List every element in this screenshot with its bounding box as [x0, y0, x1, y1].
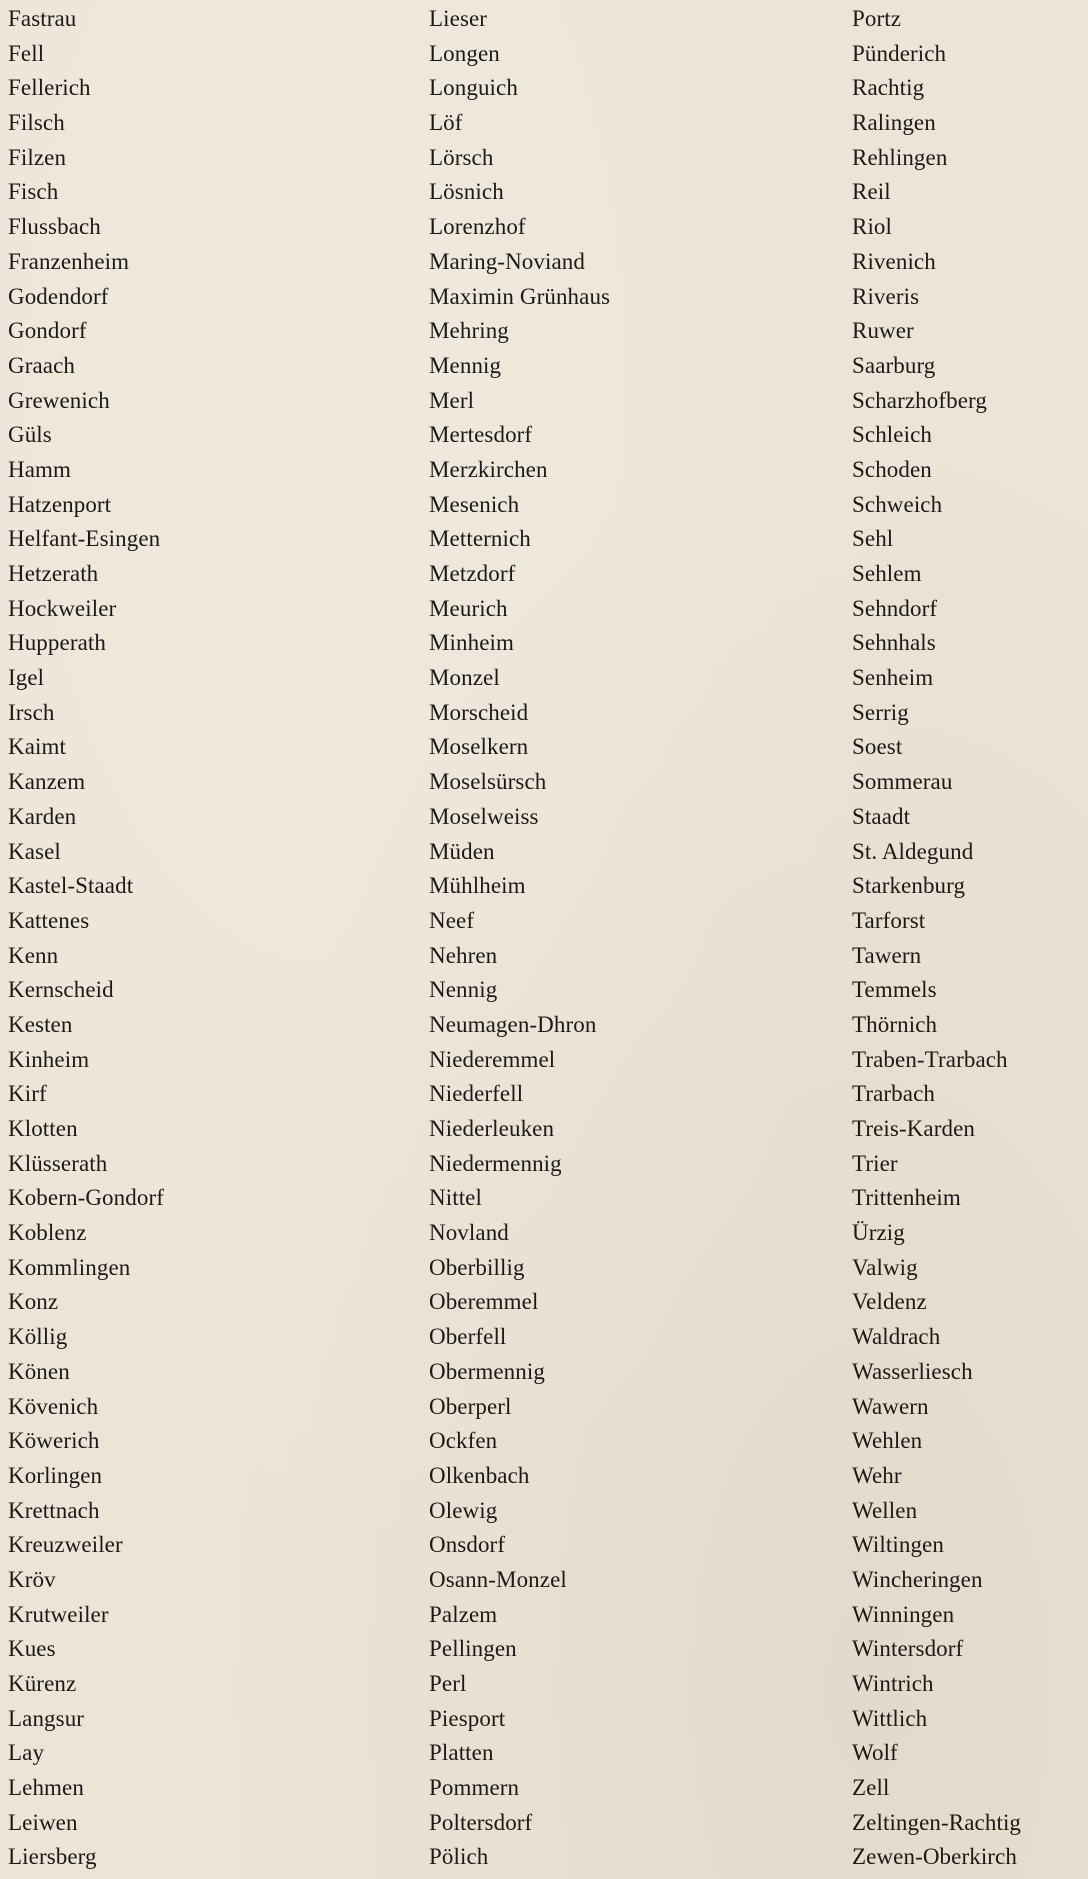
- place-name: Obermennig: [429, 1358, 545, 1384]
- place-name: Kaimt: [8, 734, 66, 760]
- place-name: Wolf: [852, 1740, 898, 1766]
- place-name: Moselsürsch: [429, 769, 547, 795]
- place-name: Krutweiler: [8, 1601, 109, 1627]
- place-name: Veldenz: [852, 1289, 927, 1315]
- place-name: Traben-Trarbach: [852, 1046, 1008, 1072]
- place-name: Wincheringen: [852, 1566, 983, 1592]
- place-name: Hockweiler: [8, 595, 117, 621]
- place-name: Mehring: [429, 318, 509, 344]
- place-name: Trier: [852, 1150, 898, 1176]
- place-name: Soest: [852, 734, 903, 760]
- place-name: Fellerich: [8, 75, 91, 101]
- place-name: Zewen-Oberkirch: [852, 1844, 1017, 1870]
- place-name: Kues: [8, 1636, 56, 1662]
- place-name: Wawern: [852, 1393, 929, 1419]
- place-name: Valwig: [852, 1254, 918, 1280]
- place-name: Hatzenport: [8, 491, 112, 517]
- place-name: Flussbach: [8, 214, 101, 240]
- place-name: Godendorf: [8, 283, 109, 309]
- place-name: Leiwen: [8, 1809, 78, 1835]
- place-name: Franzenheim: [8, 248, 130, 274]
- place-name: Wehlen: [852, 1428, 923, 1454]
- place-name: Tarforst: [852, 907, 926, 933]
- place-name: Helfant-Esingen: [8, 526, 161, 552]
- place-name: Löf: [429, 110, 463, 136]
- place-name: Lörsch: [429, 144, 494, 170]
- place-name: Novland: [429, 1220, 509, 1246]
- place-name: Perl: [429, 1671, 467, 1696]
- place-name: Sehl: [852, 526, 894, 552]
- place-name: Kobern-Gondorf: [8, 1185, 164, 1211]
- place-name: Hetzerath: [8, 561, 99, 586]
- place-name: Ralingen: [852, 110, 936, 136]
- place-name: Treis-Karden: [852, 1116, 975, 1141]
- place-name: Schweich: [852, 491, 943, 517]
- place-name: Serrig: [852, 699, 909, 725]
- place-name: Maximin Grünhaus: [429, 283, 611, 309]
- place-name: Kirf: [8, 1081, 47, 1107]
- place-name: Nehren: [429, 942, 498, 968]
- place-name: Longuich: [429, 75, 518, 101]
- place-name: Monzel: [429, 665, 500, 691]
- place-name: Fisch: [8, 179, 59, 205]
- place-name: Lieser: [429, 6, 488, 31]
- place-name: Niederemmel: [429, 1046, 556, 1072]
- place-name: Klotten: [8, 1116, 78, 1141]
- place-name: Longen: [429, 40, 500, 66]
- place-name: Pommern: [429, 1775, 520, 1801]
- place-name: Oberperl: [429, 1393, 512, 1419]
- place-name: Wittlich: [852, 1705, 928, 1731]
- place-name: Graach: [8, 352, 75, 378]
- place-name: Piesport: [429, 1705, 506, 1731]
- place-name: Rehlingen: [852, 144, 948, 170]
- place-name: Portz: [852, 6, 902, 31]
- place-name: Moselweiss: [429, 803, 539, 829]
- place-name: Niederleuken: [429, 1116, 555, 1141]
- place-name: Merl: [429, 387, 475, 413]
- place-name: Kanzem: [8, 769, 86, 795]
- place-name: Sehnhals: [852, 630, 936, 656]
- place-name: Sehlem: [852, 561, 922, 586]
- place-name: Tawern: [852, 942, 922, 968]
- place-name: Olewig: [429, 1497, 498, 1523]
- place-name: Kommlingen: [8, 1254, 131, 1280]
- place-name: Lorenzhof: [429, 214, 526, 240]
- place-name: Meurich: [429, 595, 508, 621]
- place-name: Ockfen: [429, 1428, 498, 1454]
- place-name: Karden: [8, 803, 77, 829]
- place-name: Pölich: [429, 1844, 489, 1870]
- place-name: Wehr: [852, 1462, 902, 1488]
- place-name: Kürenz: [8, 1671, 77, 1696]
- place-name: Metzdorf: [429, 561, 516, 586]
- place-name: Kövenich: [8, 1393, 99, 1419]
- place-name: Neef: [429, 907, 475, 933]
- place-name: Onsdorf: [429, 1532, 506, 1558]
- place-name: Osann-Monzel: [429, 1566, 567, 1592]
- place-name: Nittel: [429, 1185, 482, 1211]
- place-name: Scharzhofberg: [852, 387, 987, 413]
- place-name: Ruwer: [852, 318, 914, 344]
- place-name: Staadt: [852, 803, 911, 829]
- place-name: Kenn: [8, 942, 59, 968]
- place-name: Kattenes: [8, 907, 90, 933]
- place-name: Minheim: [429, 630, 515, 656]
- place-name: Köwerich: [8, 1428, 100, 1454]
- place-name: Trittenheim: [852, 1185, 961, 1211]
- place-name: Fell: [8, 40, 45, 66]
- place-name: Mennig: [429, 352, 502, 378]
- place-name: Zeltingen-Rachtig: [852, 1809, 1022, 1835]
- place-name: St. Aldegund: [852, 838, 974, 864]
- place-name: Mesenich: [429, 491, 520, 517]
- place-name: Wintersdorf: [852, 1636, 964, 1662]
- place-name: Köllig: [8, 1324, 68, 1350]
- place-name: Winningen: [852, 1601, 955, 1627]
- place-name: Koblenz: [8, 1220, 87, 1246]
- place-name: Maring-Noviand: [429, 248, 585, 274]
- place-name: Sehndorf: [852, 595, 938, 621]
- place-name: Wiltingen: [852, 1532, 944, 1558]
- place-name: Merzkirchen: [429, 456, 548, 482]
- place-name: Metternich: [429, 526, 531, 552]
- place-name: Filzen: [8, 144, 67, 170]
- column-2: [429, 2, 610, 1875]
- place-name: Waldrach: [852, 1324, 941, 1350]
- place-name: Irsch: [8, 699, 55, 725]
- place-name: Kinheim: [8, 1046, 90, 1072]
- place-name: Konz: [8, 1289, 59, 1315]
- place-name: Pünderich: [852, 40, 947, 66]
- place-name: Filsch: [8, 110, 65, 136]
- place-name: Schleich: [852, 422, 932, 448]
- place-name: Pellingen: [429, 1636, 517, 1662]
- place-name: Hupperath: [8, 630, 106, 656]
- place-name: Wintrich: [852, 1671, 934, 1696]
- place-name: Nennig: [429, 977, 498, 1003]
- place-name: Kastel-Staadt: [8, 873, 134, 899]
- place-name: Rivenich: [852, 248, 936, 274]
- place-name: Gondorf: [8, 318, 87, 344]
- place-name: Senheim: [852, 665, 934, 691]
- place-name: Langsur: [8, 1705, 85, 1731]
- place-name: Reil: [852, 179, 891, 205]
- place-name: Olkenbach: [429, 1462, 530, 1488]
- place-name: Fastrau: [8, 6, 77, 31]
- place-name: Thörnich: [852, 1011, 938, 1037]
- place-name: Kreuzweiler: [8, 1532, 123, 1558]
- place-name: Niederfell: [429, 1081, 524, 1107]
- place-name: Kesten: [8, 1011, 73, 1037]
- place-name: Hamm: [8, 456, 71, 482]
- place-name: Riol: [852, 214, 893, 240]
- place-name: Zell: [852, 1775, 890, 1801]
- place-name: Kasel: [8, 838, 61, 864]
- place-name: Temmels: [852, 977, 937, 1003]
- place-name: Könen: [8, 1358, 70, 1384]
- place-name: Igel: [8, 665, 45, 691]
- place-name: Liersberg: [8, 1844, 97, 1870]
- place-name: Poltersdorf: [429, 1809, 533, 1835]
- place-name: Oberbillig: [429, 1254, 525, 1280]
- place-name: Krettnach: [8, 1497, 100, 1523]
- place-name: Müden: [429, 838, 495, 864]
- place-name: Oberfell: [429, 1324, 507, 1350]
- place-name: Kernscheid: [8, 977, 114, 1003]
- place-name: Schoden: [852, 456, 932, 482]
- place-name: Niedermennig: [429, 1150, 562, 1176]
- place-name: Klüsserath: [8, 1150, 108, 1176]
- column-3: [852, 2, 1021, 1875]
- place-name: Ürzig: [852, 1220, 905, 1246]
- place-name: Oberemmel: [429, 1289, 539, 1315]
- place-name: Platten: [429, 1740, 494, 1766]
- place-name: Saarburg: [852, 352, 936, 378]
- place-name: Mertesdorf: [429, 422, 533, 448]
- place-name: Starkenburg: [852, 873, 966, 899]
- place-name: Riveris: [852, 283, 920, 309]
- place-name: Korlingen: [8, 1462, 103, 1488]
- place-name: Rachtig: [852, 75, 925, 101]
- place-name: Güls: [8, 422, 52, 448]
- place-name: Lösnich: [429, 179, 504, 205]
- place-name: Wellen: [852, 1497, 918, 1523]
- place-name: Kröv: [8, 1566, 56, 1592]
- place-name: Palzem: [429, 1601, 498, 1627]
- place-name: Trarbach: [852, 1081, 935, 1107]
- place-name: Moselkern: [429, 734, 529, 760]
- place-name: Lay: [8, 1740, 45, 1766]
- column-1: [8, 2, 164, 1875]
- place-name: Wasserliesch: [852, 1358, 973, 1384]
- place-name: Lehmen: [8, 1775, 84, 1801]
- place-name: Morscheid: [429, 699, 529, 725]
- place-name: Sommerau: [852, 769, 953, 795]
- place-name: Neumagen-Dhron: [429, 1011, 597, 1037]
- place-name: Mühlheim: [429, 873, 526, 899]
- place-name: Grewenich: [8, 387, 110, 413]
